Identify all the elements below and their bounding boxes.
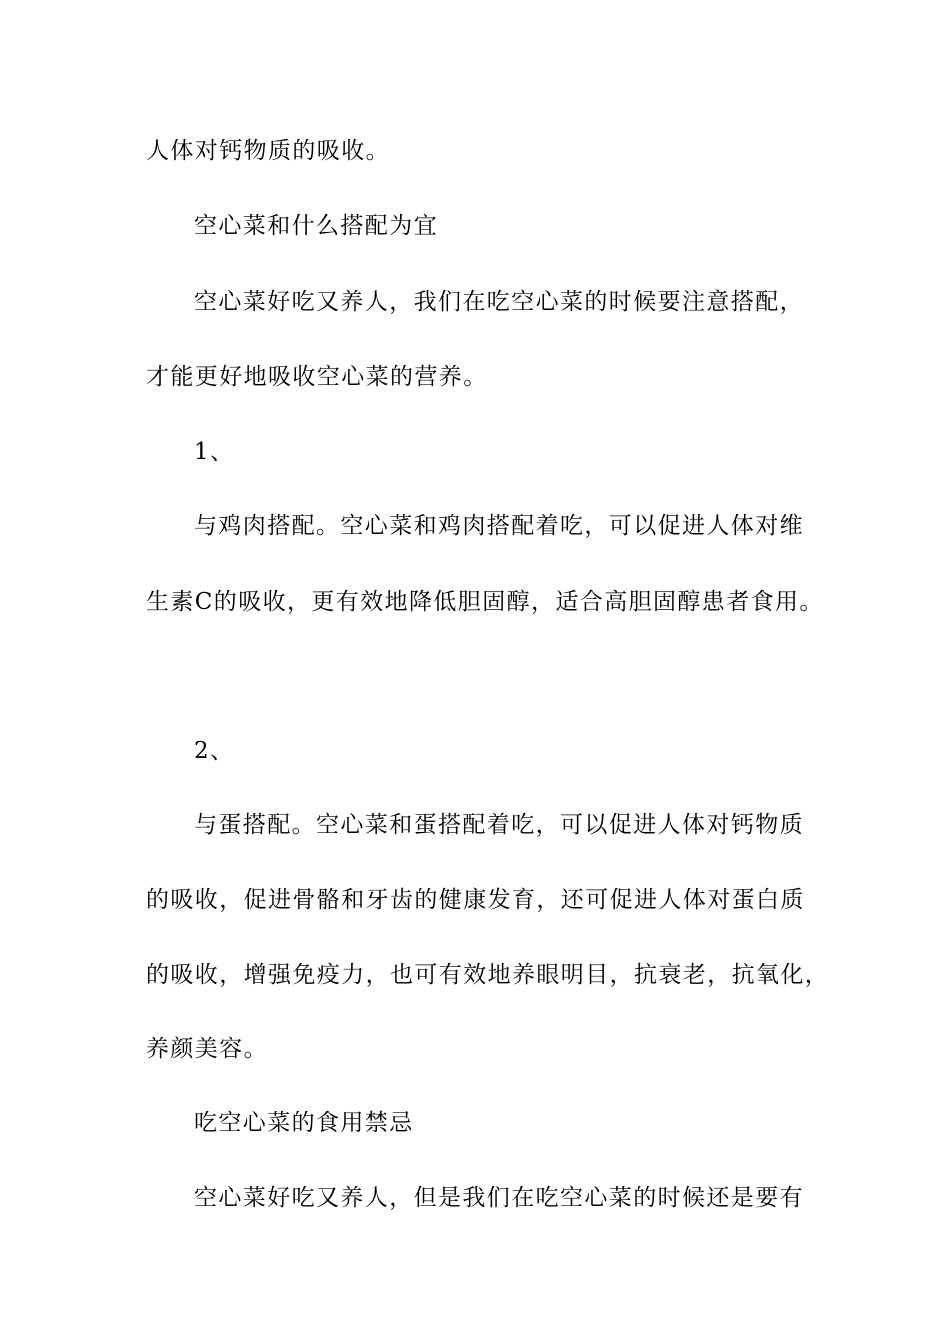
section-heading: 吃空心菜的食用禁忌 (194, 1110, 414, 1136)
paragraph-line: 与蛋搭配。空心菜和蛋搭配着吃，可以促进人体对钙物质 (194, 812, 804, 838)
paragraph-line: 才能更好地吸收空心菜的营养。 (146, 364, 488, 390)
paragraph-line: 的吸收，增强免疫力，也可有效地养眼明目，抗衰老，抗氧化， (146, 962, 830, 988)
paragraph-line: 的吸收，促进骨骼和牙齿的健康发育，还可促进人体对蛋白质 (146, 887, 805, 913)
list-number: 1、 (194, 439, 235, 465)
paragraph-line: 人体对钙物质的吸收。 (146, 138, 390, 164)
paragraph-line: 生素C的吸收，更有效地降低胆固醇，适合高胆固醇患者食用。 (146, 589, 824, 615)
list-number: 2、 (194, 738, 235, 764)
paragraph-line: 空心菜好吃又养人，但是我们在吃空心菜的时候还是要有 (194, 1185, 804, 1211)
section-heading: 空心菜和什么搭配为宜 (194, 213, 438, 239)
paragraph-line: 空心菜好吃又养人，我们在吃空心菜的时候要注意搭配， (194, 289, 804, 315)
paragraph-line: 与鸡肉搭配。空心菜和鸡肉搭配着吃，可以促进人体对维 (194, 513, 804, 539)
paragraph-line: 养颜美容。 (146, 1036, 268, 1062)
